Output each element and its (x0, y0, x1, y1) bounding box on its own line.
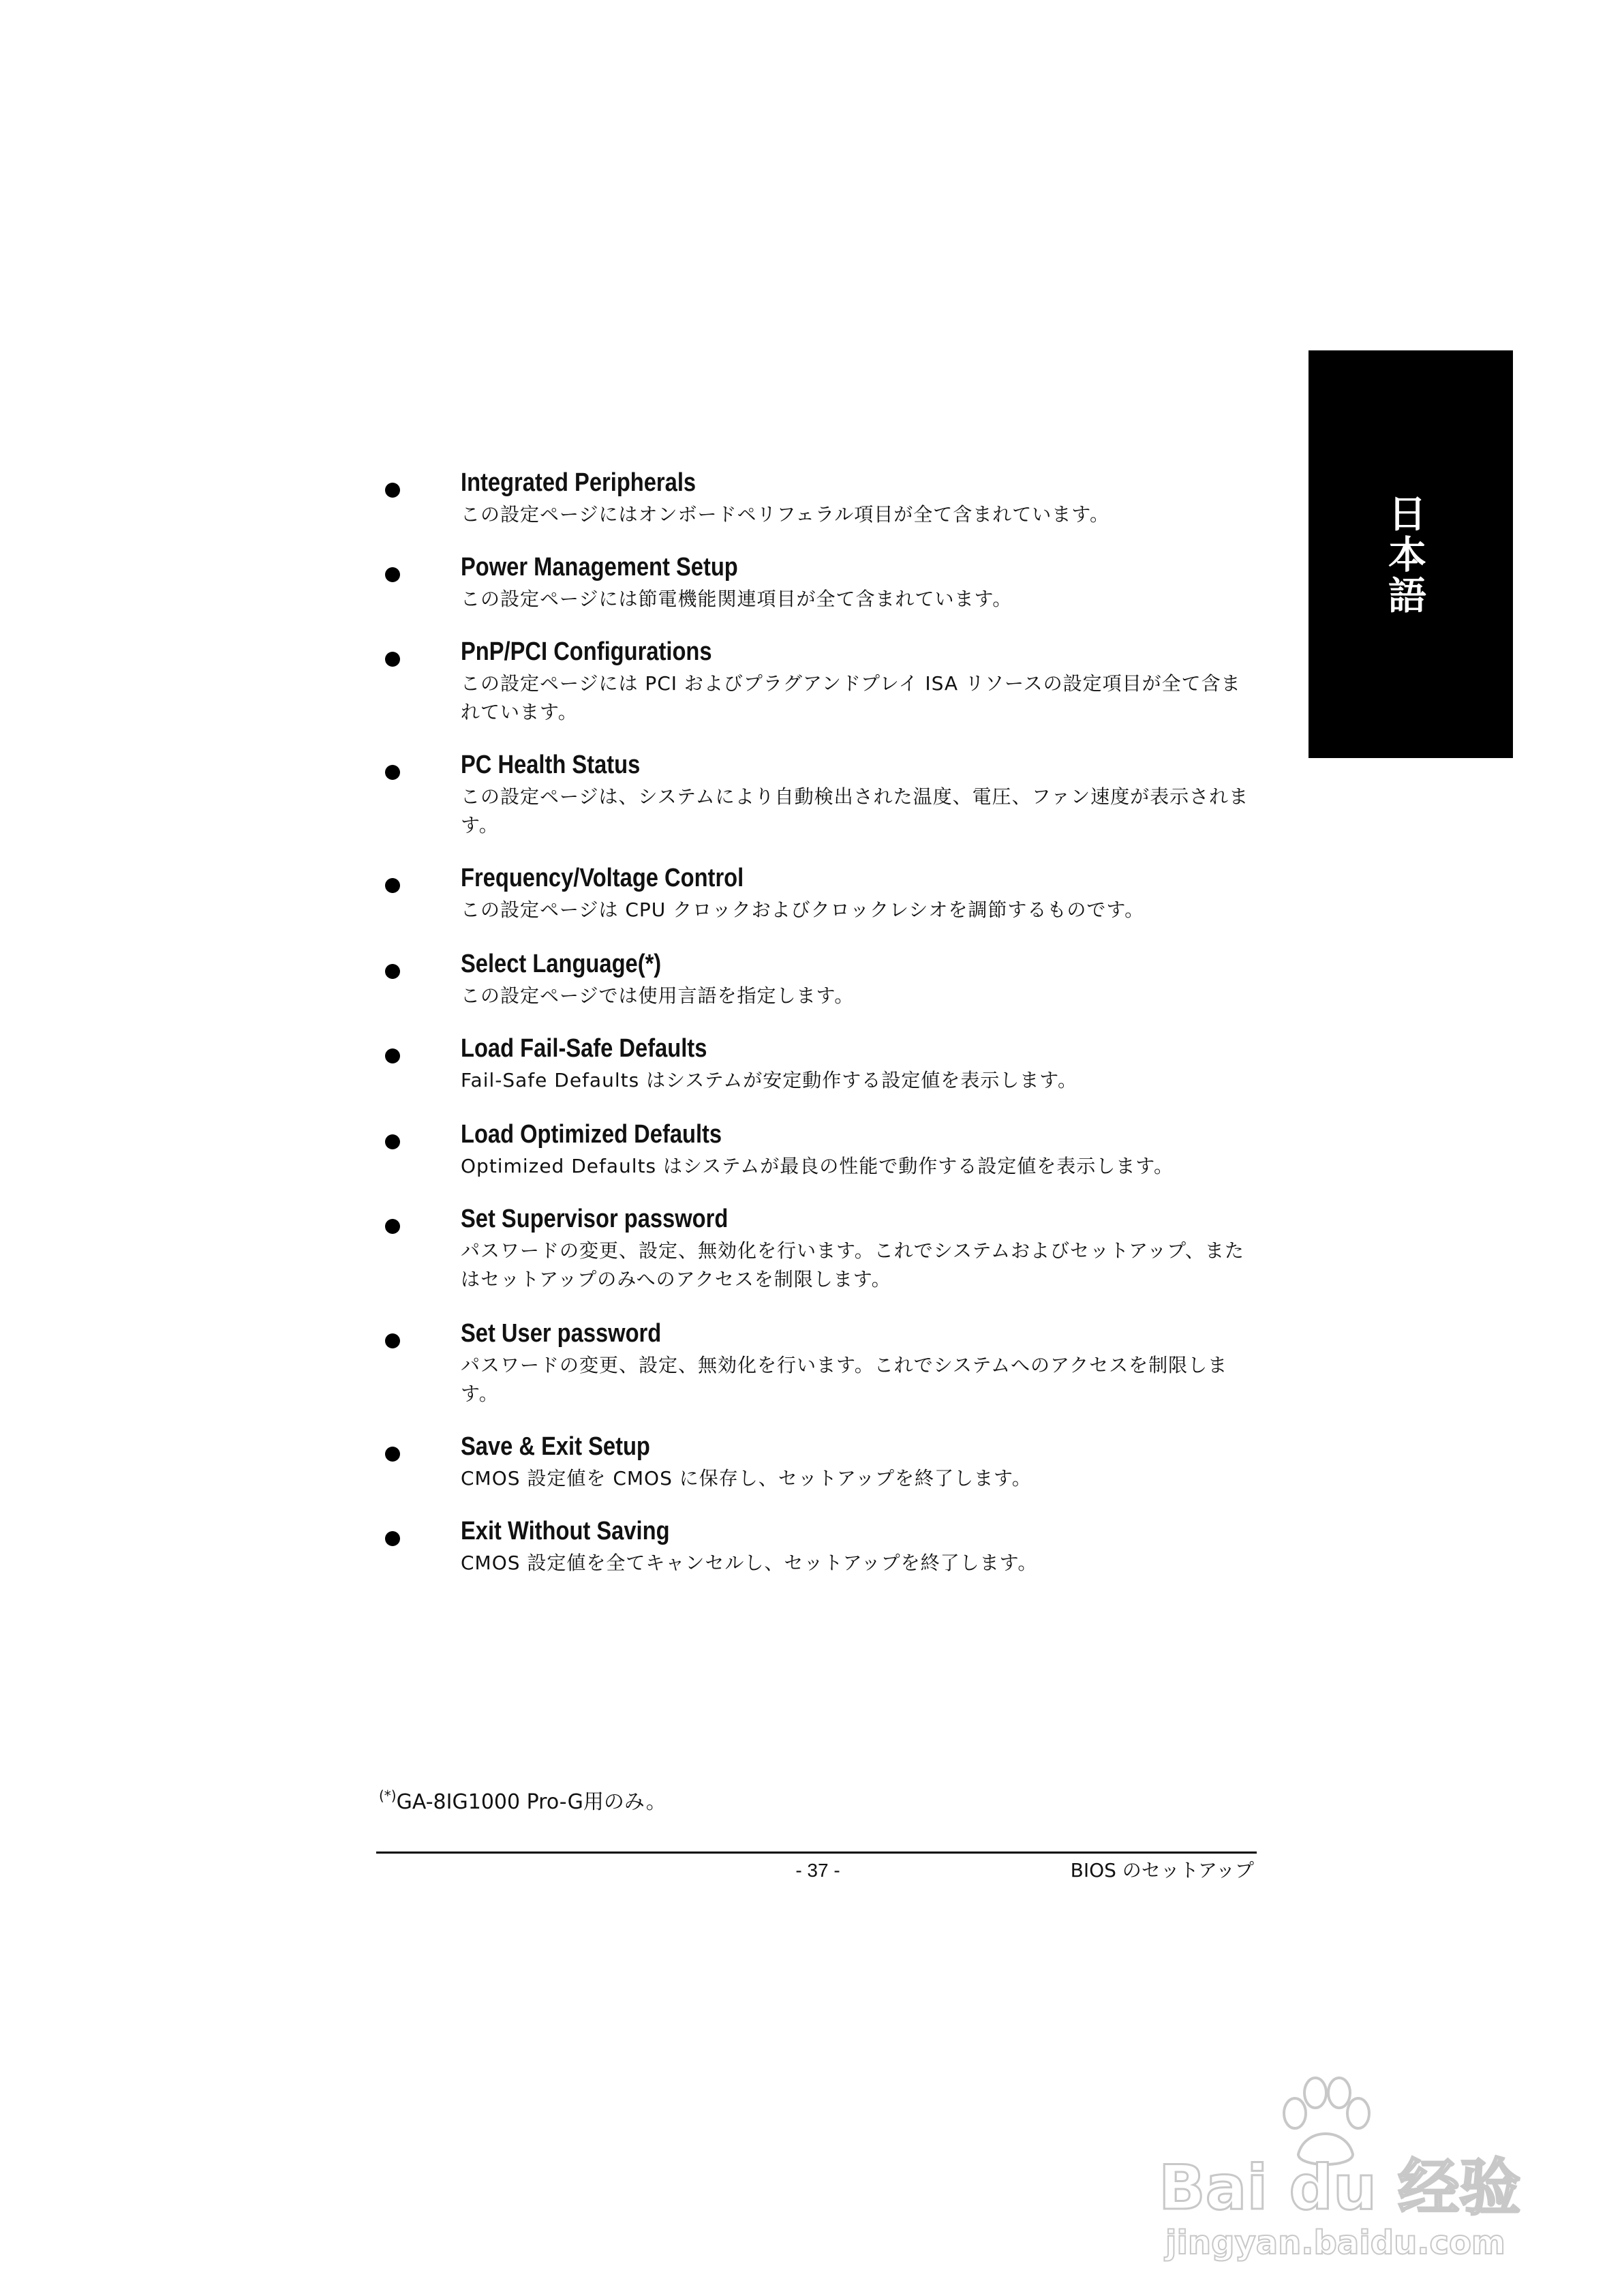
item-title: Exit Without Saving (461, 1517, 670, 1545)
item-title: Integrated Peripherals (461, 468, 697, 497)
language-tab-label: 日本語 (1382, 494, 1426, 616)
section-name: BIOS のセットアップ (1070, 1859, 1254, 1882)
bullet-icon (385, 1531, 400, 1546)
item-description: この設定ページには PCI およびプラグアンドプレイ ISA リソースの設定項目が全て含まれています。 (461, 672, 1241, 723)
bullet-icon (385, 567, 400, 582)
item-description: この設定ページは、システムにより自動検出された温度、電圧、ファン速度が表示されます。 (461, 785, 1249, 836)
bullet-icon (385, 878, 400, 893)
item-title: Load Optimized Defaults (461, 1120, 722, 1149)
item-description: パスワードの変更、設定、無効化を行います。これでシステムおよびセットアップ、またはセットアップのみへのアクセスを制限します。 (461, 1239, 1244, 1290)
item-title: Set User password (461, 1319, 662, 1348)
item-title: Power Management Setup (461, 553, 738, 581)
bullet-icon (385, 1134, 400, 1149)
bullet-icon (385, 483, 400, 498)
item-description: この設定ページでは使用言語を指定します。 (461, 984, 855, 1007)
item-description: CMOS 設定値を全てキャンセルし、セットアップを終了します。 (461, 1552, 1038, 1574)
bullet-icon (385, 1447, 400, 1462)
item-description: この設定ページは CPU クロックおよびクロックレシオを調節するものです。 (461, 898, 1145, 921)
bullet-icon (385, 1333, 400, 1348)
item-description: Fail-Safe Defaults はシステムが安定動作する設定値を表示します。 (461, 1069, 1078, 1091)
item-title: PnP/PCI Configurations (461, 637, 712, 666)
footer-divider (376, 1852, 1257, 1854)
bullet-icon (385, 1219, 400, 1234)
page-number: - 37 - (795, 1860, 840, 1881)
bullet-icon (385, 652, 400, 667)
item-description: この設定ページには節電機能関連項目が全て含まれています。 (461, 588, 1013, 610)
item-description: この設定ページにはオンボードペリフェラル項目が全て含まれています。 (461, 503, 1110, 526)
bullet-icon (385, 964, 400, 979)
footnote-marker: (*) (379, 1787, 397, 1804)
item-title: Select Language(*) (461, 950, 662, 978)
bullet-icon (385, 765, 400, 780)
item-title: Set Supervisor password (461, 1205, 729, 1233)
item-title: Load Fail-Safe Defaults (461, 1034, 707, 1063)
footnote-text: GA-8IG1000 Pro-G用のみ。 (396, 1790, 667, 1814)
item-description: パスワードの変更、設定、無効化を行います。これでシステムへのアクセスを制限します。 (461, 1354, 1228, 1405)
item-description: CMOS 設定値を CMOS に保存し、セットアップを終了します。 (461, 1467, 1032, 1490)
item-title: PC Health Status (461, 751, 641, 779)
language-side-tab (1309, 350, 1513, 758)
bullet-icon (385, 1048, 400, 1063)
item-title: Frequency/Voltage Control (461, 864, 744, 892)
item-title: Save & Exit Setup (461, 1432, 650, 1461)
watermark-brand: Bai du 经验 (1159, 2152, 1521, 2224)
item-description: Optimized Defaults はシステムが最良の性能で動作する設定値を表示します。 (461, 1155, 1174, 1177)
footnote (379, 1782, 667, 1816)
watermark-url: jingyan.baidu.com (1165, 2224, 1505, 2262)
watermark (1159, 2072, 1540, 2263)
